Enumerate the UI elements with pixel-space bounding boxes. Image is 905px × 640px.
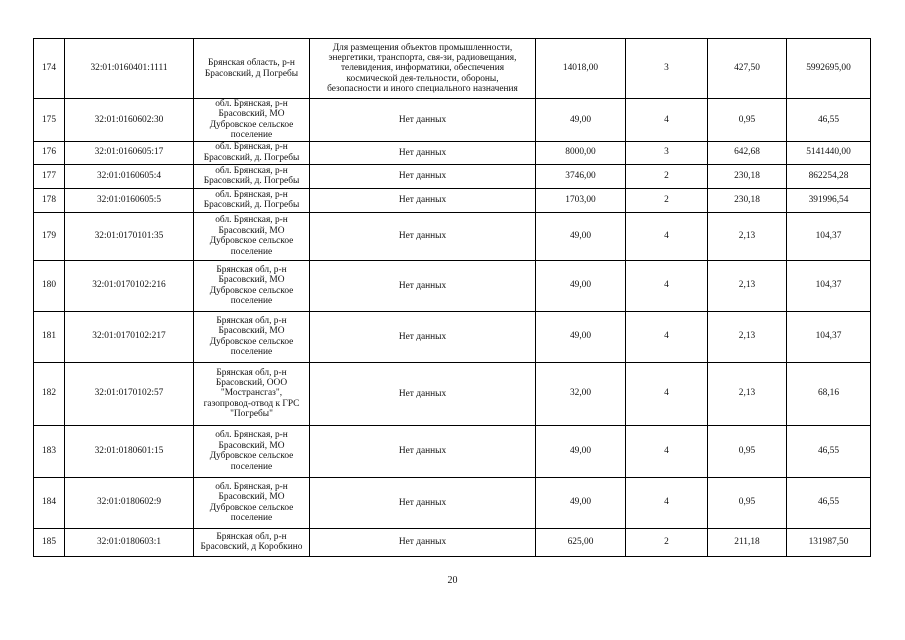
address-line: газопровод-отвод к ГРС: [203, 398, 300, 409]
cadastral-value-cell: 131987,50: [787, 528, 871, 556]
address-line: обл. Брянская, р-н: [215, 142, 288, 153]
permitted-use-cell: [310, 311, 536, 362]
specific-value-cell: 0,95: [708, 425, 787, 477]
specific-value-cell: 642,68: [708, 141, 787, 164]
table-body: [34, 39, 871, 557]
specific-value-cell: 2,13: [708, 212, 787, 260]
cadastral-number-cell: 32:01:0160602:30: [65, 99, 194, 142]
category-group-cell: 2: [626, 164, 708, 188]
address-line: Дубровское сельское: [209, 236, 294, 247]
address-line: обл. Брянская, р-н: [215, 481, 288, 492]
address-cell: [194, 164, 310, 188]
category-group-cell: 2: [626, 188, 708, 212]
permitted-use-cell: [310, 212, 536, 260]
table-row: [34, 39, 871, 99]
specific-value-cell: 0,95: [708, 477, 787, 528]
cadastral-number-cell: 32:01:0170102:216: [65, 260, 194, 311]
table-row: [34, 477, 871, 528]
table-row: [34, 362, 871, 425]
address-line: Брасовский, д. Погребы: [203, 152, 300, 163]
cadastral-number-cell: 32:01:0180601:15: [65, 425, 194, 477]
address-line: поселение: [230, 461, 273, 472]
area-cell: 49,00: [536, 99, 626, 142]
specific-value-cell: 2,13: [708, 362, 787, 425]
area-cell: 49,00: [536, 477, 626, 528]
cadastral-number-cell: 32:01:0180602:9: [65, 477, 194, 528]
permitted-use-cell: [310, 39, 536, 99]
permitted-use-line: Нет данных: [398, 231, 447, 242]
cadastral-value-cell: 46,55: [787, 99, 871, 142]
row-number-cell: 175: [34, 99, 65, 142]
address-line: Брасовский, д. Погребы: [203, 200, 300, 211]
address-line: поселение: [230, 246, 273, 257]
permitted-use-line: Нет данных: [398, 147, 447, 158]
row-number-cell: 183: [34, 425, 65, 477]
permitted-use-line: Нет данных: [398, 446, 447, 457]
address-line: поселение: [230, 513, 273, 524]
address-line: Брянская обл, р-н: [216, 531, 287, 542]
address-cell: [194, 477, 310, 528]
address-line: Брасовский, МО: [218, 109, 285, 120]
cadastral-number-cell: 32:01:0160401:1111: [65, 39, 194, 99]
specific-value-cell: 427,50: [708, 39, 787, 99]
row-number-cell: 176: [34, 141, 65, 164]
cadastral-number-cell: 32:01:0160605:5: [65, 188, 194, 212]
category-group-cell: 3: [626, 141, 708, 164]
address-line: Дубровское сельское: [209, 285, 294, 296]
address-line: Брянская обл, р-н: [216, 315, 287, 326]
address-line: Брасовский, МО: [218, 440, 285, 451]
row-number-cell: 182: [34, 362, 65, 425]
address-line: обл. Брянская, р-н: [215, 215, 288, 226]
page-number: 20: [447, 575, 458, 586]
address-cell: [194, 141, 310, 164]
row-number-cell: 185: [34, 528, 65, 556]
permitted-use-cell: [310, 188, 536, 212]
address-line: поселение: [230, 296, 273, 307]
address-line: Брянская обл, р-н: [216, 264, 287, 275]
permitted-use-line: Нет данных: [398, 171, 447, 182]
permitted-use-line: Для размещения объектов промышленности,: [332, 42, 513, 53]
permitted-use-cell: [310, 528, 536, 556]
cadastral-number-cell: 32:01:0160605:17: [65, 141, 194, 164]
permitted-use-cell: [310, 477, 536, 528]
address-line: поселение: [230, 130, 273, 141]
table-row: [34, 528, 871, 556]
permitted-use-cell: [310, 362, 536, 425]
permitted-use-line: Нет данных: [398, 497, 447, 508]
address-line: Брасовский, ООО: [215, 378, 288, 389]
address-line: Дубровское сельское: [209, 451, 294, 462]
permitted-use-cell: [310, 164, 536, 188]
table-row: [34, 188, 871, 212]
category-group-cell: 3: [626, 39, 708, 99]
address-line: Брасовский, д Коробкино: [200, 542, 303, 553]
specific-value-cell: 230,18: [708, 188, 787, 212]
address-cell: [194, 212, 310, 260]
category-group-cell: 4: [626, 260, 708, 311]
table-row: [34, 212, 871, 260]
permitted-use-line: Нет данных: [398, 388, 447, 399]
cadastral-value-cell: 68,16: [787, 362, 871, 425]
address-line: поселение: [230, 347, 273, 358]
permitted-use-cell: [310, 99, 536, 142]
row-number-cell: 181: [34, 311, 65, 362]
area-cell: 32,00: [536, 362, 626, 425]
specific-value-cell: 2,13: [708, 260, 787, 311]
address-cell: [194, 39, 310, 99]
permitted-use-line: Нет данных: [398, 195, 447, 206]
cadastral-number-cell: 32:01:0170102:217: [65, 311, 194, 362]
address-line: "Погребы": [230, 409, 273, 420]
cadastral-value-cell: 391996,54: [787, 188, 871, 212]
specific-value-cell: 0,95: [708, 99, 787, 142]
address-cell: [194, 425, 310, 477]
address-line: Дубровское сельское: [209, 119, 294, 130]
area-cell: 1703,00: [536, 188, 626, 212]
address-line: Брасовский, д Погребы: [204, 68, 299, 79]
area-cell: 49,00: [536, 260, 626, 311]
cadastral-value-cell: 46,55: [787, 425, 871, 477]
address-line: Дубровское сельское: [209, 502, 294, 513]
table-row: [34, 141, 871, 164]
cadastral-value-cell: 104,37: [787, 311, 871, 362]
address-line: Брасовский, МО: [218, 275, 285, 286]
category-group-cell: 4: [626, 212, 708, 260]
permitted-use-line: безопасности и иного специального назначения: [327, 83, 518, 94]
address-cell: [194, 260, 310, 311]
cadastral-number-cell: 32:01:0170102:57: [65, 362, 194, 425]
permitted-use-line: Нет данных: [398, 331, 447, 342]
address-line: Брасовский, МО: [218, 326, 285, 337]
table-row: [34, 99, 871, 142]
table-row: [34, 425, 871, 477]
table-row: [34, 311, 871, 362]
area-cell: 49,00: [536, 212, 626, 260]
address-cell: [194, 188, 310, 212]
row-number-cell: 174: [34, 39, 65, 99]
area-cell: 49,00: [536, 311, 626, 362]
area-cell: 49,00: [536, 425, 626, 477]
address-line: Брянская обл, р-н: [216, 367, 287, 378]
address-line: обл. Брянская, р-н: [215, 165, 288, 176]
permitted-use-cell: [310, 141, 536, 164]
permitted-use-line: энергетики, транспорта, свя-зи, радиовещания,: [328, 53, 517, 64]
category-group-cell: 4: [626, 99, 708, 142]
address-line: "Мострансгаз",: [220, 388, 283, 399]
address-line: Брасовский, МО: [218, 225, 285, 236]
area-cell: 14018,00: [536, 39, 626, 99]
cadastral-number-cell: 32:01:0160605:4: [65, 164, 194, 188]
address-line: обл. Брянская, р-н: [215, 189, 288, 200]
permitted-use-line: Нет данных: [398, 114, 447, 125]
permitted-use-line: Нет данных: [398, 537, 447, 548]
table-row: [34, 260, 871, 311]
row-number-cell: 177: [34, 164, 65, 188]
address-cell: [194, 362, 310, 425]
cadastral-number-cell: 32:01:0180603:1: [65, 528, 194, 556]
address-cell: [194, 528, 310, 556]
permitted-use-line: Нет данных: [398, 280, 447, 291]
row-number-cell: 184: [34, 477, 65, 528]
cadastral-value-cell: 104,37: [787, 260, 871, 311]
category-group-cell: 2: [626, 528, 708, 556]
address-line: Брянская область, р-н: [208, 58, 295, 69]
specific-value-cell: 211,18: [708, 528, 787, 556]
permitted-use-line: телевидения, информатики, обеспечения: [340, 63, 505, 74]
permitted-use-cell: [310, 260, 536, 311]
cadastral-value-cell: 5141440,00: [787, 141, 871, 164]
category-group-cell: 4: [626, 425, 708, 477]
address-cell: [194, 99, 310, 142]
cadastral-value-cell: 862254,28: [787, 164, 871, 188]
address-line: Брасовский, МО: [218, 492, 285, 503]
land-plots-table: [33, 38, 871, 557]
area-cell: 625,00: [536, 528, 626, 556]
specific-value-cell: 2,13: [708, 311, 787, 362]
table-row: [34, 164, 871, 188]
area-cell: 3746,00: [536, 164, 626, 188]
category-group-cell: 4: [626, 477, 708, 528]
row-number-cell: 179: [34, 212, 65, 260]
cadastral-value-cell: 104,37: [787, 212, 871, 260]
permitted-use-line: космической дея-тельности, обороны,: [346, 73, 499, 84]
row-number-cell: 178: [34, 188, 65, 212]
address-line: Брасовский, д. Погребы: [203, 176, 300, 187]
area-cell: 8000,00: [536, 141, 626, 164]
address-line: обл. Брянская, р-н: [215, 430, 288, 441]
address-cell: [194, 311, 310, 362]
permitted-use-cell: [310, 425, 536, 477]
category-group-cell: 4: [626, 362, 708, 425]
cadastral-value-cell: 46,55: [787, 477, 871, 528]
row-number-cell: 180: [34, 260, 65, 311]
address-line: Дубровское сельское: [209, 336, 294, 347]
specific-value-cell: 230,18: [708, 164, 787, 188]
address-line: обл. Брянская, р-н: [215, 99, 288, 109]
cadastral-value-cell: 5992695,00: [787, 39, 871, 99]
cadastral-number-cell: 32:01:0170101:35: [65, 212, 194, 260]
category-group-cell: 4: [626, 311, 708, 362]
